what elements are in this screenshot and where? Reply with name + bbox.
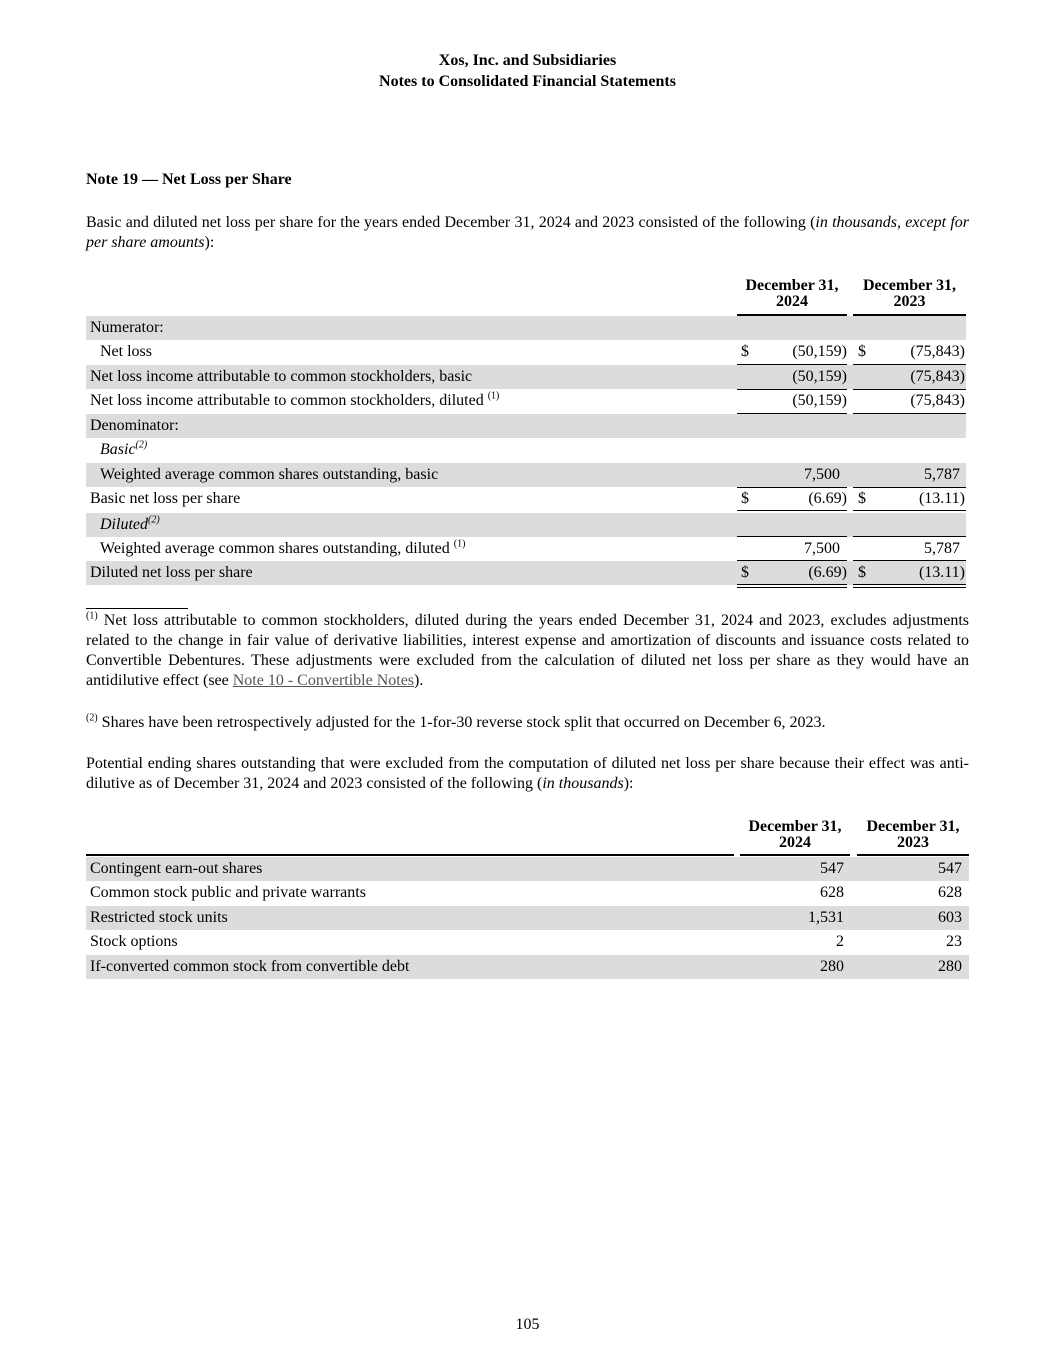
table2-row: Restricted stock units 1,531 603 [86, 906, 969, 930]
table2-col-2023-header: December 31, 2023 [866, 818, 960, 851]
wavg-diluted-2023: 5,787 [924, 540, 960, 557]
page-number: 105 [515, 1316, 540, 1333]
wavg-basic-row: Weighted average common shares outstanding, basic 7,500 5,787 [86, 463, 966, 487]
table2-header-rule [857, 854, 969, 856]
total-double-rule [737, 584, 847, 588]
table1-col-2023-header: December 31, 2023 [863, 277, 956, 310]
subtotal-rule [737, 536, 847, 537]
table2-col-2024-header: December 31, 2024 [748, 818, 842, 851]
table2-header-rule [86, 854, 734, 856]
basic-attributable-row: Net loss income attributable to common stockholders, basic (50,159) (75,843) [86, 365, 966, 389]
subtotal-rule [853, 536, 966, 537]
table1-col-2024-header: December 31, 2024 [745, 277, 839, 310]
wavg-basic-2023: 5,787 [924, 466, 960, 483]
dollar-sign: $ [858, 490, 866, 507]
numerator-row: Numerator: [86, 316, 966, 340]
antidilutive-paragraph: Potential ending shares outstanding that were excluded from the computation of diluted net loss per share because their effect was anti-dilutive as of December 31, 2024 and 2023 consisted of the following (in thousands): [86, 755, 969, 792]
company-name: Xos, Inc. and Subsidiaries [438, 52, 617, 69]
note-10-link[interactable]: Note 10 - Convertible Notes [232, 672, 415, 689]
net-loss-row: Net loss $ (50,159) $ (75,843) [100, 343, 965, 360]
wavg-basic-2024: 7,500 [804, 466, 840, 483]
basic-eps-2023: (13.11) [918, 490, 965, 507]
footnote-2: $^{(2)}$ Shares have been retrospectively adjusted for the 1-for-30 reverse stock split that occurred on December 6, 2023. [86, 712, 826, 731]
diluted-attributable-row: Net loss income attributable to common stockholders, diluted $^{(1)}$ (50,159) (75,843) [90, 390, 965, 409]
net-loss-2023: (75,843) [910, 343, 965, 360]
dollar-sign: $ [858, 564, 866, 581]
diluted-section-row: Diluted$^{(2)}$ [86, 513, 966, 537]
dollar-sign: $ [741, 490, 749, 507]
intro-paragraph: Basic and diluted net loss per share for the years ended December 31, 2024 and 2023 consisted of the following (in thousands, except for per share amounts): [86, 214, 969, 251]
table2-row: Common stock public and private warrants 628 628 [90, 884, 962, 901]
diluted-eps-2024: (6.69) [808, 564, 847, 581]
wavg-diluted-2024: 7,500 [804, 540, 840, 557]
basic-attributable-2023: (75,843) [910, 368, 965, 385]
note-title: Note 19 — Net Loss per Share [86, 171, 292, 188]
document-subtitle: Notes to Consolidated Financial Statements [379, 73, 676, 90]
table2-row: Contingent earn-out shares 547 547 [86, 857, 969, 881]
dollar-sign: $ [858, 343, 866, 360]
footnote-separator [86, 608, 188, 609]
dollar-sign: $ [741, 343, 749, 360]
wavg-diluted-row: Weighted average common shares outstanding, diluted $^{(1)}$ 7,500 5,787 [100, 538, 960, 557]
diluted-attributable-2023: (75,843) [910, 392, 965, 409]
diluted-eps-row: Diluted net loss per share $ (6.69) $ (13.11) [86, 561, 966, 585]
table2-row: If-converted common stock from convertible debt 280 280 [86, 955, 969, 979]
diluted-attributable-2024: (50,159) [792, 392, 847, 409]
denominator-row: Denominator: [86, 414, 966, 438]
basic-eps-row: Basic net loss per share $ (6.69) $ (13.11) [90, 490, 965, 507]
table2-header-rule [740, 854, 850, 856]
basic-attributable-2024: (50,159) [792, 368, 847, 385]
net-loss-2024: (50,159) [792, 343, 847, 360]
total-double-rule [853, 584, 966, 588]
table2-row: Stock options 2 23 [90, 933, 962, 950]
basic-section-row: Basic$^{(2)}$ [100, 439, 148, 458]
basic-eps-2024: (6.69) [808, 490, 847, 507]
footnote-1: $^{(1)}$ Net loss attributable to common stockholders, diluted during the years ended December 31, 2024 and 2023, excludes adjustments related to the change in fair value of derivative liabilities, interest expense and amortization of discounts and issuance costs related to Convertible Debentures. These adjustments were excluded from the calculation of diluted net loss per share as they would have an antidilutive effect (see Note 10 - Convertible Notes). [86, 610, 969, 689]
dollar-sign: $ [741, 564, 749, 581]
diluted-eps-2023: (13.11) [918, 564, 965, 581]
